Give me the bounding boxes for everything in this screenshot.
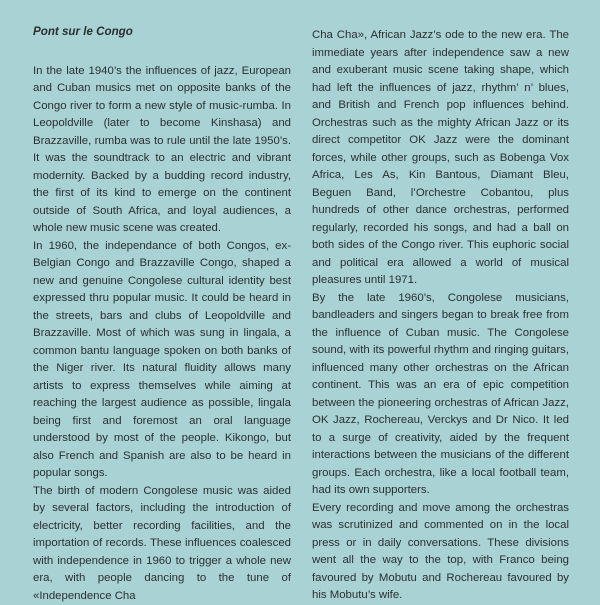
document-title: Pont sur le Congo [33,23,291,41]
paragraph-late-1960s: By the late 1960’s, Congolese musicians, bandleaders and singers began to break free from the influence of Cuban music. The Congolese sound, with its powerful rhythm and ringing guitars, influenced many other orchestras on the African continent. This was an era of epic competition between the pioneering orchestras of African Jazz, OK Jazz, Rochereau, Verckys and Dr Nico. It led to a surge of creativity, aided by the frequent interactions between the musicians of the different groups. Each orchestra, like a local football team, had its own supporters. [312,290,569,500]
paragraph-rumba-origins: In the late 1940’s the influences of jazz, European and Cuban musics met on opposite banks of the Congo river to form a new style of music-rumba. In Leopoldville (later to become Kinshasa) and Brazzaville, rumba was to rule until the late 1950’s. It was the soundtrack to an electric and vibrant modernity. Backed by a budding record industry, the first of its kind to emerge on the continent outside of South Africa, and loyal audiences, a whole new music scene was created. [33,63,291,238]
paragraph-rivalries: Every recording and move among the orchestras was scrutinized and commented on in the local press or in daily conversations. These divisions went all the way to the top, with Franco being favoured by Mobutu and Rochereau favoured by his Mobutu’s wife. [312,500,569,605]
paragraph-birth-of-modern-music: The birth of modern Congolese music was aided by several factors, including the introduction of electricity, better recording facilities, and the importation of records. These influences coalesced with independence in 1960 to trigger a whole new era, with people dancing to the tune of «Independence Cha [33,483,291,605]
paragraph-new-era: Cha Cha», African Jazz’s ode to the new era. The immediate years after independence saw a new and exuberant music scene taking shape, which had left the influences of jazz, rhythm’ n’ blues, and British and French pop influences behind. Orchestras such as the mighty African Jazz or its direct competitor OK Jazz were the dominant forces, while other groups, such as Bobenga Vox Africa, Les As, Kin Bantous, Diamant Bleu, Beguen Band, l’Orchestre Cobantou, plus hundreds of other dance orchestras, performed regularly, recorded his songs, and had a ball on both sides of the Congo river. This euphoric social and political era allowed a world of musical pleasures until 1971. [312,27,569,290]
right-column [312,27,569,605]
paragraph-independence-1960: In 1960, the independance of both Congos, ex-Belgian Congo and Brazzaville Congo, shaped a new and genuine Congolese cultural identity best expressed thru popular music. It could be heard in the streets, bars and clubs of Leopoldville and Brazzaville. Most of which was sung in lingala, a common bantu language spoken on both banks of the Niger river. Its natural fluidity allows many artists to express themselves while aiming at reaching the largest audience as possible, lingala being first and foremost an oral language understood by most of the people. Kikongo, but also French and Spanish are also to be heard in popular songs. [33,238,291,483]
left-column [33,23,291,605]
